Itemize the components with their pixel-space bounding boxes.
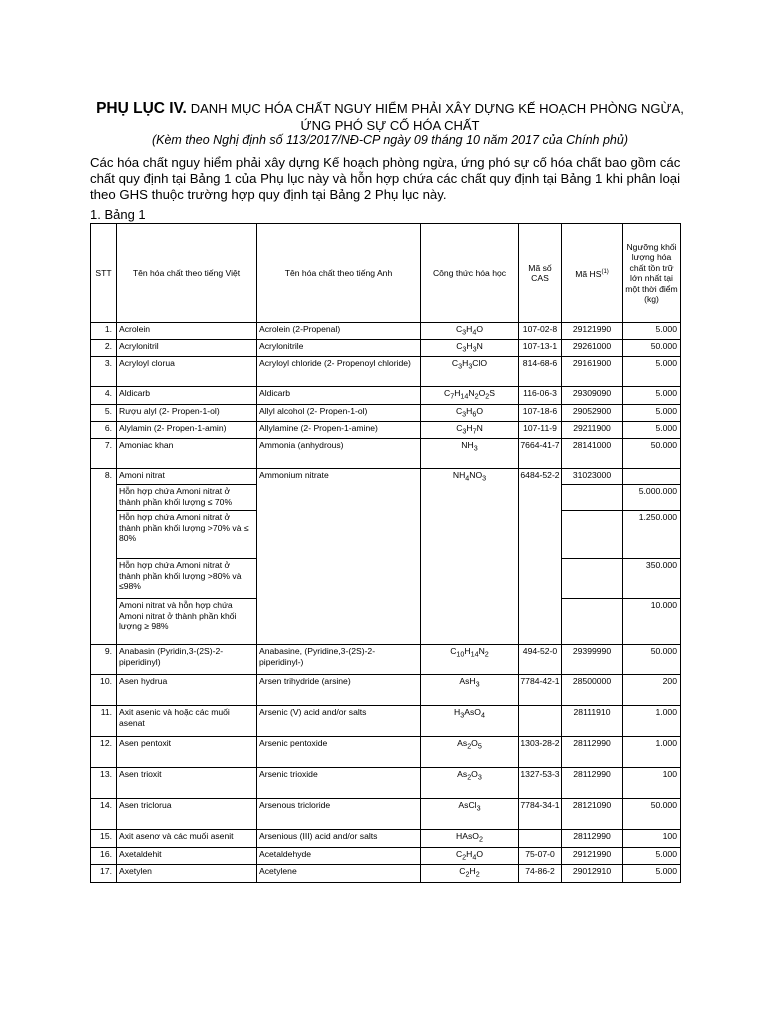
cell-cas — [519, 830, 562, 848]
cell-vn-name: Rượu alyl (2- Propen-1-ol) — [117, 404, 257, 421]
table-row — [91, 799, 681, 830]
cell-vn-name: Asen hydrua — [117, 675, 257, 706]
cell-formula: $C_3H_3ClO$ — [421, 357, 519, 387]
cell-formula: $NH_3$ — [421, 439, 519, 469]
table-row — [91, 737, 681, 768]
cell-formula: $C_3H_4O$ — [421, 323, 519, 340]
cell-en-name: Arsenous tricloride — [257, 799, 421, 830]
cell-stt: 4. — [91, 387, 117, 404]
cell-threshold: 1.000 — [623, 706, 681, 737]
cell-stt: 1. — [91, 323, 117, 340]
cell-cas: 116-06-3 — [519, 387, 562, 404]
document-subtitle: (Kèm theo Nghị định số 113/2017/NĐ-CP ngày 09 tháng 10 năm 2017 của Chính phủ) — [151, 133, 628, 147]
cell-en-name: Acrylonitrile — [257, 340, 421, 357]
cell-formula: $C_{10}H_{14}N_2$ — [421, 645, 519, 675]
table-row — [91, 645, 681, 675]
cell-formula: $NH_4NO_3$ — [421, 469, 519, 645]
table-row — [91, 848, 681, 865]
cell-cas: 1327-53-3 — [519, 768, 562, 799]
cell-cas: 107-02-8 — [519, 323, 562, 340]
chemical-table — [90, 223, 681, 883]
cell-cas: 7664-41-7 — [519, 439, 562, 469]
cell-vn-name: Acrolein — [117, 323, 257, 340]
cell-cas: 494-52-0 — [519, 645, 562, 675]
table-row — [91, 323, 681, 340]
cell-formula: HAsO$_2$ — [421, 830, 519, 848]
cell-en-name: Arsenic pentoxide — [257, 737, 421, 768]
header-en-name: Tên hóa chất theo tiếng Anh — [257, 224, 421, 323]
cell-hs: 29399990 — [562, 645, 623, 675]
table-row — [91, 706, 681, 737]
cell-formula: $As_2O_3$ — [421, 768, 519, 799]
header-vn-name: Tên hóa chất theo tiếng Việt — [117, 224, 257, 323]
cell-vn-name: Axit asenic và hoặc các muối asenat — [117, 706, 257, 737]
cell-vn-name: Aldicarb — [117, 387, 257, 404]
cell-formula: $C_3H_6O$ — [421, 404, 519, 421]
cell-formula: AsH$_3$ — [421, 675, 519, 706]
header-formula: Công thức hóa học — [421, 224, 519, 323]
cell-formula: $As_2O_5$ — [421, 737, 519, 768]
header-stt: STT — [91, 224, 117, 323]
table-body — [91, 323, 681, 883]
cell-vn-name: Axetaldehit — [117, 848, 257, 865]
cell-cas: 75-07-0 — [519, 848, 562, 865]
cell-hs: 28112990 — [562, 737, 623, 768]
cell-formula: $C_3H_7N$ — [421, 421, 519, 438]
cell-hs — [562, 559, 623, 599]
cell-vn-name: Alylamin (2- Propen-1-amin) — [117, 421, 257, 438]
cell-hs: 29161900 — [562, 357, 623, 387]
cell-en-name: Arsenic (V) acid and/or salts — [257, 706, 421, 737]
cell-hs: 29121990 — [562, 848, 623, 865]
cell-threshold: 10.000 — [623, 599, 681, 645]
cell-threshold: 100 — [623, 768, 681, 799]
header-hs: Mã HS$^{(1)}$ — [562, 224, 623, 323]
cell-vn-name: Axetylen — [117, 865, 257, 882]
table-row — [91, 404, 681, 421]
cell-en-name: Allylamine (2- Propen-1-amine) — [257, 421, 421, 438]
cell-hs: 29121990 — [562, 323, 623, 340]
cell-stt: 10. — [91, 675, 117, 706]
cell-cas: 107-18-6 — [519, 404, 562, 421]
cell-en-name: Allyl alcohol (2- Propen-1-ol) — [257, 404, 421, 421]
cell-cas: 7784-34-1 — [519, 799, 562, 830]
cell-en-name: Acryloyl chloride (2- Propenoyl chloride) — [257, 357, 421, 387]
table-row — [91, 865, 681, 882]
cell-hs: 31023000 — [562, 469, 623, 485]
table-row — [91, 469, 681, 485]
cell-hs: 29012910 — [562, 865, 623, 882]
cell-threshold: 5.000 — [623, 421, 681, 438]
cell-formula: $C_3H_3N$ — [421, 340, 519, 357]
cell-hs: 28121090 — [562, 799, 623, 830]
cell-vn-name: Hỗn hợp chứa Amoni nitrat ở thành phần khối lượng ≤ 70% — [117, 485, 257, 511]
cell-vn-name: Acryloyl clorua — [117, 357, 257, 387]
cell-hs: 29261000 — [562, 340, 623, 357]
cell-threshold: 350.000 — [623, 559, 681, 599]
cell-threshold — [623, 469, 681, 485]
cell-cas: 74-86-2 — [519, 865, 562, 882]
table-row — [91, 439, 681, 469]
cell-hs: 28111910 — [562, 706, 623, 737]
cell-en-name: Ammonium nitrate — [257, 469, 421, 645]
intro-paragraph: Các hóa chất nguy hiểm phải xây dựng Kế hoạch phòng ngừa, ứng phó sự cố hóa chất bao gồm các chất quy định tại Bảng 1 của Phụ lục này và hỗn hợp chứa các chất quy định tại Bảng 1 khi phân loại theo GHS thuộc trường hợp quy định tại Bảng 2 Phụ lục này. — [90, 155, 681, 202]
cell-en-name: Arsenious (III) acid and/or salts — [257, 830, 421, 848]
title-line2: ỨNG PHÓ SỰ CỐ HÓA CHẤT — [300, 118, 480, 133]
cell-formula: $C_7H_{14}N_2O_2S$ — [421, 387, 519, 404]
table-row — [91, 675, 681, 706]
table-row — [91, 357, 681, 387]
cell-threshold: 1.250.000 — [623, 511, 681, 559]
cell-vn-name: Hỗn hợp chứa Amoni nitrat ở thành phần khối lượng >80% và ≤98% — [117, 559, 257, 599]
cell-threshold: 5.000 — [623, 848, 681, 865]
cell-threshold: 5.000 — [623, 357, 681, 387]
title-lead: PHỤ LỤC IV. — [96, 100, 187, 117]
cell-hs — [562, 599, 623, 645]
cell-vn-name: Asen pentoxit — [117, 737, 257, 768]
cell-hs: 29052900 — [562, 404, 623, 421]
cell-en-name: Acrolein (2-Propenal) — [257, 323, 421, 340]
cell-threshold: 200 — [623, 675, 681, 706]
cell-threshold: 5.000 — [623, 387, 681, 404]
section-heading: 1. Bảng 1 — [90, 207, 146, 222]
table-row — [91, 387, 681, 404]
cell-threshold: 5.000 — [623, 404, 681, 421]
cell-en-name: Arsen trihydride (arsine) — [257, 675, 421, 706]
cell-stt: 2. — [91, 340, 117, 357]
cell-formula: AsCl$_3$ — [421, 799, 519, 830]
header-threshold: Ngưỡng khối lượng hóa chất tồn trữ lớn nhất tại một thời điểm (kg) — [623, 224, 681, 323]
cell-cas: 814-68-6 — [519, 357, 562, 387]
cell-hs — [562, 485, 623, 511]
cell-cas: 107-11-9 — [519, 421, 562, 438]
cell-formula: $C_2H_2$ — [421, 865, 519, 882]
cell-stt: 7. — [91, 439, 117, 469]
table-row — [91, 768, 681, 799]
cell-formula: $H_3AsO_4$ — [421, 706, 519, 737]
table-row — [91, 830, 681, 848]
cell-en-name: Aldicarb — [257, 387, 421, 404]
cell-threshold: 50.000 — [623, 340, 681, 357]
cell-hs: 28112990 — [562, 830, 623, 848]
cell-hs: 28500000 — [562, 675, 623, 706]
cell-en-name: Ammonia (anhydrous) — [257, 439, 421, 469]
table-header-row — [91, 224, 681, 323]
cell-stt: 9. — [91, 645, 117, 675]
document-title — [90, 100, 690, 134]
cell-vn-name: Amoni nitrat và hỗn hợp chứa Amoni nitrat ở thành phần khối lượng ≥ 98% — [117, 599, 257, 645]
table-row — [91, 340, 681, 357]
cell-threshold: 5.000 — [623, 323, 681, 340]
cell-threshold: 50.000 — [623, 645, 681, 675]
cell-hs: 28112990 — [562, 768, 623, 799]
table-row — [91, 421, 681, 438]
cell-cas: 1303-28-2 — [519, 737, 562, 768]
cell-threshold: 5.000 — [623, 865, 681, 882]
cell-vn-name: Acrylonitril — [117, 340, 257, 357]
cell-vn-name: Asen triclorua — [117, 799, 257, 830]
cell-threshold: 1.000 — [623, 737, 681, 768]
cell-stt: 17. — [91, 865, 117, 882]
cell-cas: 7784-42-1 — [519, 675, 562, 706]
cell-stt: 8. — [91, 469, 117, 645]
cell-cas — [519, 706, 562, 737]
cell-stt: 14. — [91, 799, 117, 830]
cell-threshold: 5.000.000 — [623, 485, 681, 511]
cell-cas: 107-13-1 — [519, 340, 562, 357]
cell-stt: 6. — [91, 421, 117, 438]
title-rest: DANH MỤC HÓA CHẤT NGUY HIỂM PHẢI XÂY DỰNG KẾ HOẠCH PHÒNG NGỪA, — [190, 101, 684, 116]
cell-formula: $C_2H_4O$ — [421, 848, 519, 865]
cell-hs: 29309090 — [562, 387, 623, 404]
cell-hs — [562, 511, 623, 559]
cell-stt: 15. — [91, 830, 117, 848]
cell-en-name: Arsenic trioxide — [257, 768, 421, 799]
cell-vn-name: Anabasin (Pyridin,3-(2S)-2-piperidinyl) — [117, 645, 257, 675]
cell-vn-name: Hỗn hợp chứa Amoni nitrat ở thành phần khối lượng >70% và ≤ 80% — [117, 511, 257, 559]
cell-vn-name: Amoni nitrat — [117, 469, 257, 485]
cell-threshold: 50.000 — [623, 439, 681, 469]
cell-vn-name: Amoniac khan — [117, 439, 257, 469]
cell-vn-name: Axit asenơ và các muối asenit — [117, 830, 257, 848]
cell-stt: 3. — [91, 357, 117, 387]
header-cas: Mã số CAS — [519, 224, 562, 323]
cell-vn-name: Asen trioxit — [117, 768, 257, 799]
cell-stt: 11. — [91, 706, 117, 737]
cell-hs: 28141000 — [562, 439, 623, 469]
cell-stt: 12. — [91, 737, 117, 768]
cell-en-name: Acetaldehyde — [257, 848, 421, 865]
cell-stt: 16. — [91, 848, 117, 865]
cell-stt: 13. — [91, 768, 117, 799]
cell-threshold: 100 — [623, 830, 681, 848]
cell-cas: 6484-52-2 — [519, 469, 562, 645]
cell-en-name: Anabasine, (Pyridine,3-(2S)-2-piperidinyl-) — [257, 645, 421, 675]
cell-threshold: 50.000 — [623, 799, 681, 830]
cell-hs: 29211900 — [562, 421, 623, 438]
cell-en-name: Acetylene — [257, 865, 421, 882]
cell-stt: 5. — [91, 404, 117, 421]
